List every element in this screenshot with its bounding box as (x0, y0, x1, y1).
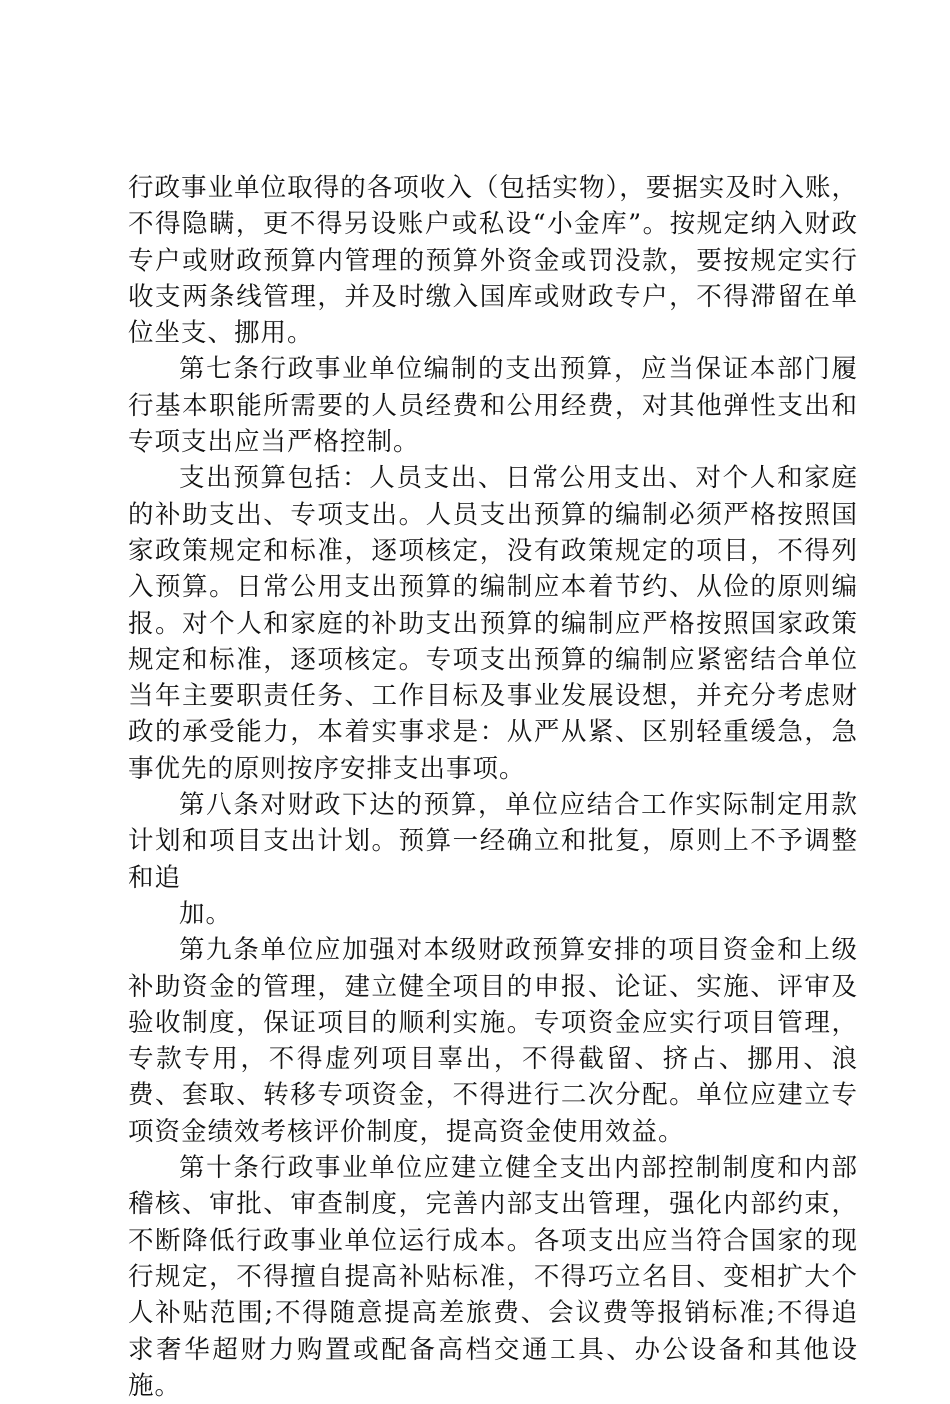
paragraph-article-9: 第九条单位应加强对本级财政预算安排的项目资金和上级补助资金的管理，建立健全项目的申报、论证、实施、评审及验收制度，保证项目的顺利实施。专项资金应实行项目管理，专款专用，不得虚列项目辜出，不得截留、挤占、挪用、浪费、套取、转移专项资金，不得进行二次分配。单位应建立专项资金绩效考核评价制度，提高资金使用效益。 (128, 935, 858, 1147)
paragraph-article-8-continued: 加。 (179, 898, 233, 929)
paragraph-expenditure-budget: 支出预算包括：人员支出、日常公用支出、对个人和家庭的补助支出、专项支出。人员支出预算的编制必须严格按照国家政策规定和标准，逐项核定，没有政策规定的项目，不得列入预算。日常公用支出预算的编制应本着节约、从俭的原则编报。对个人和家庭的补助支出预算的编制应严格按照国家政策规定和标准，逐项核定。专项支出预算的编制应紧密结合单位当年主要职责任务、工作目标及事业发展设想，并充分考虑财政的承受能力，本着实事求是：从严从紧、区别轻重缓急，急事优先的原则按序安排支出事项。 (128, 463, 858, 784)
paragraph-article-8: 第八条对财政下达的预算，单位应结合工作实际制定用款计划和项目支出计划。预算一经确立和批复，原则上不予调整和追 (128, 790, 858, 893)
paragraph-income: 行政事业单位取得的各项收入（包括实物），要据实及时入账，不得隐瞒，更不得另设账户或私设“小金库”。按规定纳入财政专户或财政预算内管理的预算外资金或罚没款，要按规定实行收支两条线管理，并及时缴入国库或财政专户，不得滞留在单位坐支、挪用。 (128, 173, 858, 349)
document-body (128, 170, 858, 1404)
paragraph-article-7: 第七条行政事业单位编制的支出预算，应当保证本部门履行基本职能所需要的人员经费和公用经费，对其他弹性支出和专项支出应当严格控制。 (128, 354, 858, 458)
paragraph-article-10: 第十条行政事业单位应建立健全支出内部控制制度和内部稽核、审批、审查制度，完善内部支出管理，强化内部约束，不断降低行政事业单位运行成本。各项支出应当符合国家的现行规定，不得擅自提高补贴标准，不得巧立名目、变相扩大个人补贴范围;不得随意提高差旅费、会议费等报销标准;不得追求奢华超财力购置或配备高档交通工具、办公设备和其他设施。 (128, 1153, 858, 1401)
